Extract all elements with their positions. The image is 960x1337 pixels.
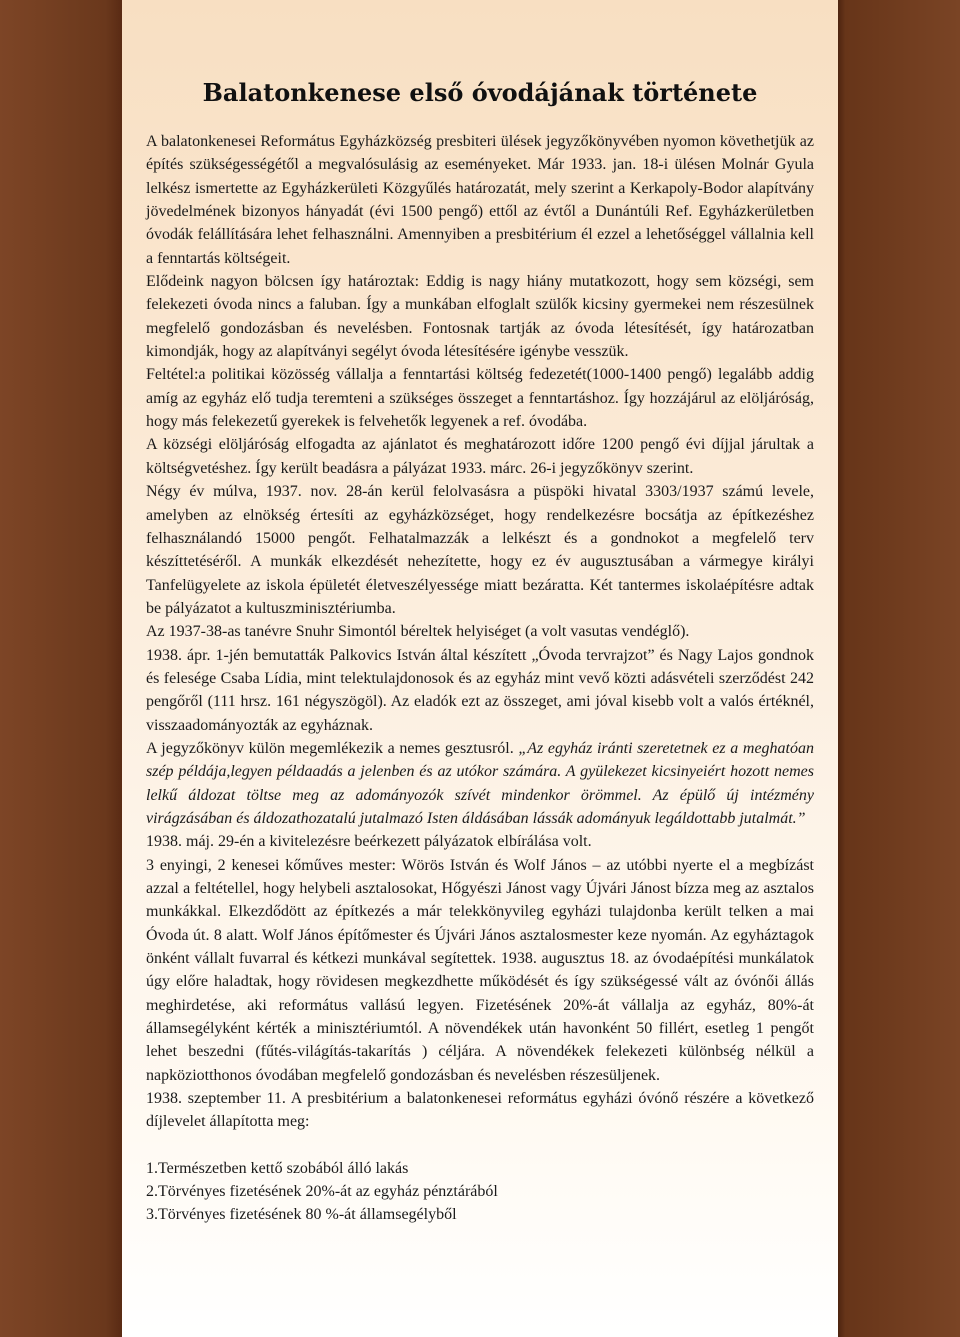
list-item: 3.Törvényes fizetésének 80 %-át államsegélyből: [146, 1206, 457, 1224]
paragraph: Az 1937-38-as tanévre Snuhr Simontól béreltek helyiséget (a volt vasutas vendéglő).: [146, 623, 690, 641]
paragraph: 1938. máj. 29-én a kivitelezésre beérkezett pályázatok elbírálása volt.: [146, 833, 592, 851]
paragraph: 1938. ápr. 1-jén bemutatták Palkovics István által készített „Óvoda tervrajzot” és Nagy Lajos gondnok és felesége Csaba Lídia, mint telektulajdonosok és az egyház mint vevő közti adásvételi szerződést 242 pengőről (111 hrsz. 161 négyszögöl). Az eladók ezt az összeget, ami jóval kisebb volt a valós értéknél, visszaadományozták az egyháznak.: [146, 646, 814, 734]
paragraph: A balatonkenesei Református Egyházközség presbiteri ülések jegyzőkönyvében nyomon követhetjük az építés szükségességétől a megvalósulásig az eseményeket. Már 1933. jan. 18-i ülésen Molnár Gyula lelkész ismertette az Egyházkerületi Közgyűlés határozatát, mely szerint a Kerkapoly-Bodor alapítvány jövedelmének bizonyos hányadát (évi 1500 pengő) ettől az évtől a Dunántúli Ref. Egyházkerületben óvodák felállítására lehet felhasználni. Amennyiben a presbitérium él ezzel a lehetőséggel vállalnia kell a fenntartás költségeit.: [146, 133, 814, 267]
paragraph: 1938. szeptember 11. A presbitérium a balatonkenesei református egyházi óvónő részére a következő díjlevelet állapította meg:: [146, 1090, 814, 1131]
paragraph: Feltétel:a politikai közösség vállalja a fenntartási költség fedezetét(1000-1400 pengő) legalább addig amíg az egyház elő tudja teremteni a szükséges összeget a fenntartáshoz. Így hozzájárul az elöljáróság, hogy más felekezetű gyerekek is felvehetők legyenek a ref. óvodába.: [146, 366, 814, 431]
quote-intro: A jegyzőkönyv külön megemlékezik a nemes gesztusról.: [146, 739, 519, 757]
spacer: [146, 1134, 814, 1157]
quote-paragraph: [146, 737, 814, 830]
list-item: 2.Törvényes fizetésének 20%-át az egyház pénztárából: [146, 1183, 498, 1201]
document-body: [146, 130, 814, 1227]
paragraph: Elődeink nagyon bölcsen így határoztak: Eddig is nagy hiány mutatkozott, hogy sem községi, sem felekezeti óvoda nincs a faluban. Így a munkában elfoglalt szülők kicsiny gyermekei nem részesülnek megfelelő gondozásban és nevelésben. Fontosnak tartják az óvoda létesítését, így határozatban kimondják, hogy az alapítványi segélyt óvoda létesítésére igénybe vesszük.: [146, 273, 814, 361]
paragraph: Négy év múlva, 1937. nov. 28-án kerül felolvasásra a püspöki hivatal 3303/1937 számú levele, amelyben az elnökség értesíti az egyházközséget, hogy rendelkezésre bocsátja az építkezéshez felhasználandó 15000 pengőt. Felhatalmazzák a lelkészt és a gondnokot a megfelelő terv készíttetéséről. A munkák elkezdését nehezítette, hogy ez év augusztusában a vármegye királyi Tanfelügyelete az iskola épületét életveszélyessége miatt bezáratta. Két tantermes iskolaépítésre adtak be pályázatot a kultuszminisztériumba.: [146, 483, 814, 617]
quote-text: „Az egyház iránti szeretetnek ez a meghatóan szép példája,legyen példaadás a jelenben és az utókor számára. A gyülekezet kicsinyeiért hozott nemes lelkű áldozat töltse meg az adományozók szívét mindenkor örömmel. Az épülő új intézmény virágzásában és áldozathozatalú jutalmazó Isten áldásában lássák adományuk legáldottabb jutalmát.”: [146, 739, 815, 827]
document-title: Balatonkenese első óvodájának története: [202, 78, 758, 107]
paragraph: A községi elöljáróság elfogadta az ajánlatot és meghatározott időre 1200 pengő évi díjjal járultak a költségvetéshez. Így került beadásra a pályázat 1933. márc. 26-i jegyzőkönyv szerint.: [146, 436, 814, 477]
paragraph: 3 enyingi, 2 kenesei kőműves mester: Wörös István és Wolf János – az utóbbi nyerte el a megbízást azzal a feltétellel, hogy helybeli asztalosokat, Hőgyészi Jánost vagy Újvári Jánost bízza meg az asztalos munkákkal. Elkezdődött az építkezés a már telekkönyvileg egyházi tulajdonba került telken a mai Óvoda út. 8 alatt. Wolf János építőmester és Újvári János asztalosmester keze nyomán. Az egyháztagok önként vállalt fuvarral és kétkezi munkával segítettek. 1938. augusztus 18. az óvodaépítési munkálatok úgy előre haladtak, hogy rövidesen megkezdhette működését és így szükségessé vált az óvónői állás meghirdetése, aki református vallású legyen. Fizetésének 20%-át vállalja az egyház, 80%-át államsegélyként kérték a minisztériumtól. A növendékek után havonként 50 fillért, esetleg 1 pengőt lehet beszedni (fűtés-világítás-takarítás ) céljára. A növendékek felekezeti különbség nélkül a napköziotthonos óvodában megfelelő gondozásban és nevelésben részesüljenek.: [146, 856, 814, 1084]
page-right-border: [838, 0, 960, 1337]
list-item: 1.Természetben kettő szobából álló lakás: [146, 1159, 409, 1177]
